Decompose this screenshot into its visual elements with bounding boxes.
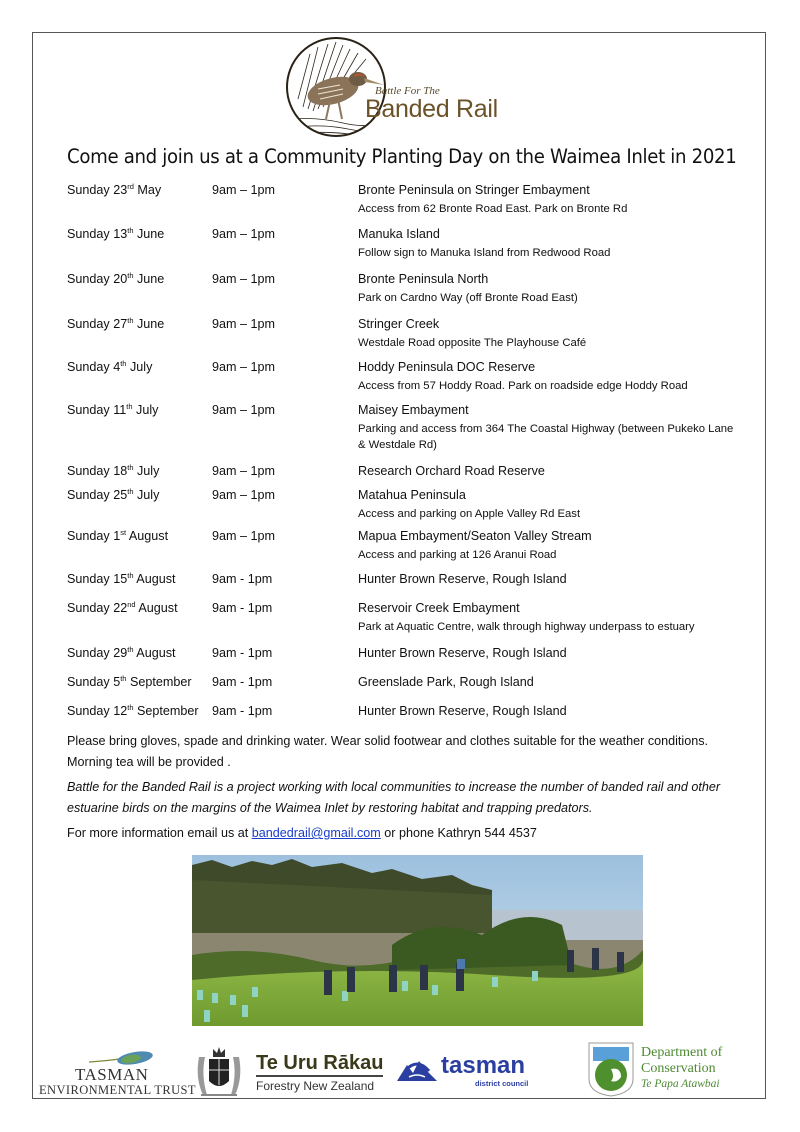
date-suffix: th xyxy=(127,463,134,472)
forestry-line2: Forestry New Zealand xyxy=(256,1079,375,1093)
event-day: Sunday 12 xyxy=(67,704,128,718)
date-suffix: th xyxy=(120,674,127,683)
page-title: Come and join us at a Community Planting Day on the Waimea Inlet in 2021 xyxy=(67,145,737,168)
doc-line1: Department of xyxy=(641,1045,723,1060)
event-location: Bronte Peninsula on Stringer Embayment xyxy=(358,183,590,197)
event-time: 9am - 1pm xyxy=(212,675,273,689)
event-date xyxy=(67,403,158,417)
planting-photo xyxy=(192,855,643,1026)
event-time: 9am - 1pm xyxy=(212,572,273,586)
event-month: July xyxy=(133,488,160,502)
event-day: Sunday 4 xyxy=(67,360,121,374)
event-day: Sunday 29 xyxy=(67,646,128,660)
date-suffix: th xyxy=(127,571,134,580)
tasman-environmental-trust-logo xyxy=(39,1050,196,1100)
event-time: 9am – 1pm xyxy=(212,529,275,543)
event-time: 9am – 1pm xyxy=(212,227,275,241)
leaf-icon xyxy=(87,1050,157,1066)
event-date xyxy=(67,675,192,689)
event-note: Parking and access from 364 The Coastal Highway (between Pukeko Lane & Westdale Rd) xyxy=(358,423,734,451)
event-time: 9am – 1pm xyxy=(212,403,275,417)
event-location: Reservoir Creek Embayment xyxy=(358,601,520,615)
event-date xyxy=(67,529,168,543)
event-location: Hoddy Peninsula DOC Reserve xyxy=(358,360,536,374)
event-date xyxy=(67,272,164,286)
event-date xyxy=(67,227,164,241)
event-month: June xyxy=(133,227,165,241)
event-month: June xyxy=(133,317,165,331)
event-day: Sunday 11 xyxy=(67,403,127,417)
event-date xyxy=(67,704,199,718)
event-location: Hunter Brown Reserve, Rough Island xyxy=(358,704,567,718)
event-day: Sunday 20 xyxy=(67,272,128,286)
event-note: Access and parking at 126 Aranui Road xyxy=(358,549,557,561)
event-date xyxy=(67,464,159,478)
event-time: 9am - 1pm xyxy=(212,646,273,660)
contact-suffix: or phone Kathryn 544 4537 xyxy=(380,826,537,840)
event-date xyxy=(67,183,161,197)
event-location: Maisey Embayment xyxy=(358,403,469,417)
event-month: August xyxy=(135,601,178,615)
event-note: Park on Cardno Way (off Bronte Road East) xyxy=(358,292,578,304)
event-date xyxy=(67,360,152,374)
event-time: 9am - 1pm xyxy=(212,601,273,615)
event-date xyxy=(67,572,176,586)
doc-line2: Conservation xyxy=(641,1061,716,1076)
event-date xyxy=(67,488,159,502)
event-time: 9am – 1pm xyxy=(212,183,275,197)
event-location: Manuka Island xyxy=(358,227,440,241)
forestry-nz-logo xyxy=(256,1051,383,1093)
event-note: Access from 57 Hoddy Road. Park on roadside edge Hoddy Road xyxy=(358,380,688,392)
event-time: 9am – 1pm xyxy=(212,272,275,286)
event-location: Bronte Peninsula North xyxy=(358,272,489,286)
event-month: August xyxy=(133,646,176,660)
tasman-district-council-logo xyxy=(395,1054,535,1094)
event-location: Matahua Peninsula xyxy=(358,488,466,502)
event-note: Park at Aquatic Centre, walk through highway underpass to estuary xyxy=(358,621,695,633)
event-location: Research Orchard Road Reserve xyxy=(358,464,545,478)
contact-prefix: For more information email us at xyxy=(67,826,252,840)
event-day: Sunday 13 xyxy=(67,227,128,241)
date-suffix: th xyxy=(126,402,133,411)
about-paragraph: Battle for the Banded Rail is a project working with local communities to increase the number of banded rail and other estuarine birds on the margins of the Waimea Inlet by restoring habitat and trapping predators. xyxy=(67,780,721,815)
event-location: Greenslade Park, Rough Island xyxy=(358,675,534,689)
banded-rail-logo xyxy=(286,37,506,141)
date-suffix: th xyxy=(127,703,134,712)
event-time: 9am - 1pm xyxy=(212,704,273,718)
event-month: August xyxy=(126,529,169,543)
event-month: July xyxy=(132,403,159,417)
event-date xyxy=(67,646,176,660)
email-link[interactable]: bandedrail@gmail.com xyxy=(251,826,381,840)
event-note: Westdale Road opposite The Playhouse Café xyxy=(358,337,587,349)
event-note: Follow sign to Manuka Island from Redwood Road xyxy=(358,247,611,259)
bring-items-paragraph: Please bring gloves, spade and drinking water. Wear solid footwear and clothes suitable for the weather conditions. Morning tea will be provided . xyxy=(67,734,709,769)
sponsor-logos xyxy=(33,1038,767,1100)
event-date xyxy=(67,317,164,331)
event-location: Hunter Brown Reserve, Rough Island xyxy=(358,646,567,660)
tasman-env-line2: ENVIRONMENTAL TRUST xyxy=(39,1083,196,1097)
event-note: Access from 62 Bronte Road East. Park on Bronte Rd xyxy=(358,203,628,215)
event-month: May xyxy=(133,183,162,197)
date-suffix: th xyxy=(127,316,134,325)
date-suffix: th xyxy=(127,645,134,654)
event-day: Sunday 15 xyxy=(67,572,128,586)
flyer-page xyxy=(32,32,766,1099)
event-day: Sunday 27 xyxy=(67,317,128,331)
event-month: June xyxy=(133,272,165,286)
event-day: Sunday 25 xyxy=(67,488,128,502)
contact-paragraph xyxy=(67,823,747,844)
nz-coat-of-arms-icon xyxy=(193,1043,245,1099)
mountain-icon xyxy=(395,1057,439,1083)
event-location: Hunter Brown Reserve, Rough Island xyxy=(358,572,567,586)
event-day: Sunday 22 xyxy=(67,601,128,615)
doc-line3: Te Papa Atawbai xyxy=(641,1078,720,1090)
tasman-dc-line2: district council xyxy=(475,1079,529,1088)
event-month: September xyxy=(126,675,192,689)
date-suffix: st xyxy=(120,528,127,537)
date-suffix: th xyxy=(127,487,134,496)
forestry-line1: Te Uru Rākau xyxy=(256,1051,383,1077)
doc-shield-icon xyxy=(587,1041,635,1097)
event-time: 9am – 1pm xyxy=(212,317,275,331)
event-day: Sunday 1 xyxy=(67,529,121,543)
event-location: Mapua Embayment/Seaton Valley Stream xyxy=(358,529,592,543)
doc-logo xyxy=(587,1041,747,1099)
event-month: July xyxy=(133,464,160,478)
event-time: 9am – 1pm xyxy=(212,488,275,502)
date-suffix: th xyxy=(127,271,134,280)
date-suffix: th xyxy=(127,226,134,235)
event-date xyxy=(67,601,178,615)
event-time: 9am – 1pm xyxy=(212,464,275,478)
event-month: August xyxy=(133,572,176,586)
date-suffix: rd xyxy=(127,182,134,191)
date-suffix: th xyxy=(120,359,127,368)
logo-tagline: Battle For The xyxy=(375,85,440,97)
event-day: Sunday 5 xyxy=(67,675,121,689)
event-time: 9am – 1pm xyxy=(212,360,275,374)
logo-name: Banded Rail xyxy=(365,95,498,123)
event-month: September xyxy=(133,704,199,718)
tasman-env-line1: TASMAN xyxy=(75,1065,149,1084)
event-month: July xyxy=(126,360,153,374)
date-suffix: nd xyxy=(127,600,136,609)
event-location: Stringer Creek xyxy=(358,317,440,331)
event-day: Sunday 18 xyxy=(67,464,128,478)
event-day: Sunday 23 xyxy=(67,183,128,197)
event-note: Access and parking on Apple Valley Rd East xyxy=(358,508,581,520)
tasman-dc-line1: tasman xyxy=(441,1052,526,1079)
